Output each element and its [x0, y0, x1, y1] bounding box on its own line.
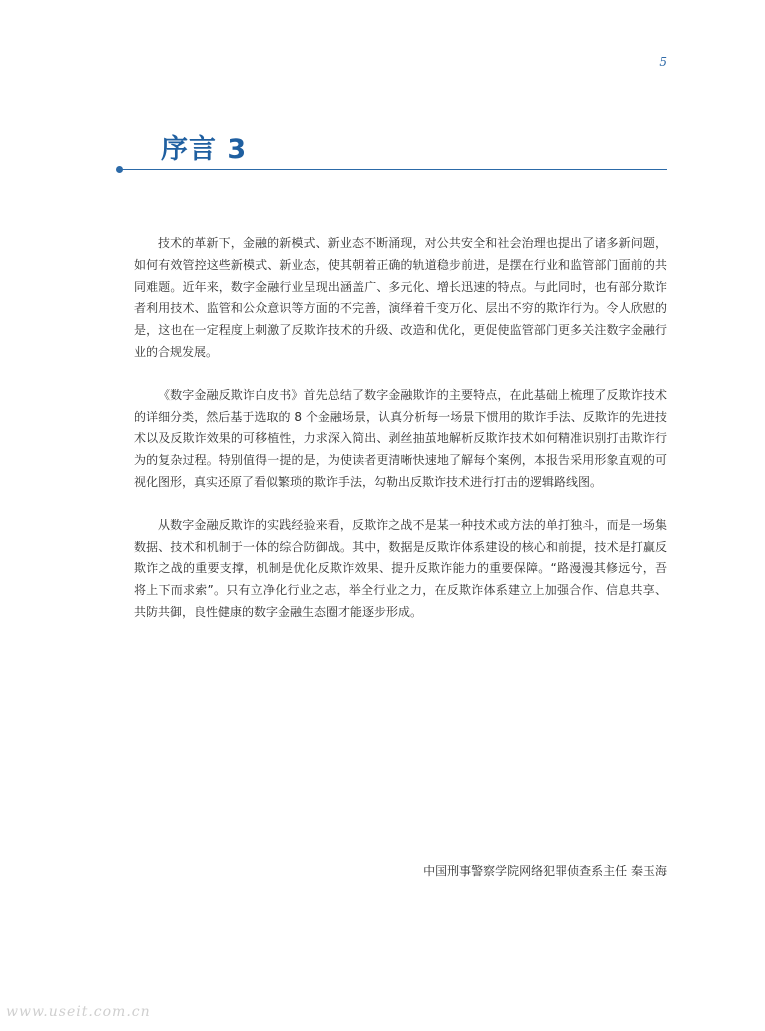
author-signature: 中国刑事警察学院网络犯罪侦查系主任 秦玉海 [423, 864, 667, 878]
title-rule [122, 169, 667, 170]
paragraph-2: 《数字金融反欺诈白皮书》首先总结了数字金融欺诈的主要特点，在此基础上梳理了反欺诈技术的详细分类，然后基于选取的 8 个金融场景，认真分析每一场景下惯用的欺诈手法、反欺诈的先进技术以及反欺诈效果的可移植性，力求深入简出、剥丝抽茧地解析反欺诈技术如何精准识别打击欺诈行为的复杂过程。特别值得一提的是，为使读者更清晰快速地了解每个案例，本报告采用形象直观的可视化图形，真实还原了看似繁琐的欺诈手法，勾勒出反欺诈技术进行打击的逻辑路线图。 [134, 387, 667, 489]
paragraph-3: 从数字金融反欺诈的实践经验来看，反欺诈之战不是某一种技术或方法的单打独斗，而是一场集数据、技术和机制于一体的综合防御战。其中，数据是反欺诈体系建设的核心和前提，技术是打赢反欺诈之战的重要支撑，机制是优化反欺诈效果、提升反欺诈能力的重要保障。“路漫漫其修远兮，吾将上下而求索”。只有立净化行业之志，举全行业之力，在反欺诈体系建立上加强合作、信息共享、共防共御，良性健康的数字金融生态圈才能逐步形成。 [134, 517, 667, 619]
paragraph-1: 技术的革新下，金融的新模式、新业态不断涌现，对公共安全和社会治理也提出了诸多新问题，如何有效管控这些新模式、新业态，使其朝着正确的轨道稳步前进，是摆在行业和监管部门面前的共同难题。近年来，数字金融行业呈现出涵盖广、多元化、增长迅速的特点。与此同时，也有部分欺诈者利用技术、监管和公众意识等方面的不完善，演绎着千变万化、层出不穷的欺诈行为。令人欣慰的是，这也在一定程度上刺激了反欺诈技术的升级、改造和优化，更促使监管部门更多关注数字金融行业的合规发展。 [134, 236, 667, 359]
body-text [134, 233, 667, 645]
watermark: www.useit.com.cn [6, 1004, 151, 1020]
page-title: 序言 3 [161, 134, 248, 165]
page-number: 5 [659, 55, 667, 69]
